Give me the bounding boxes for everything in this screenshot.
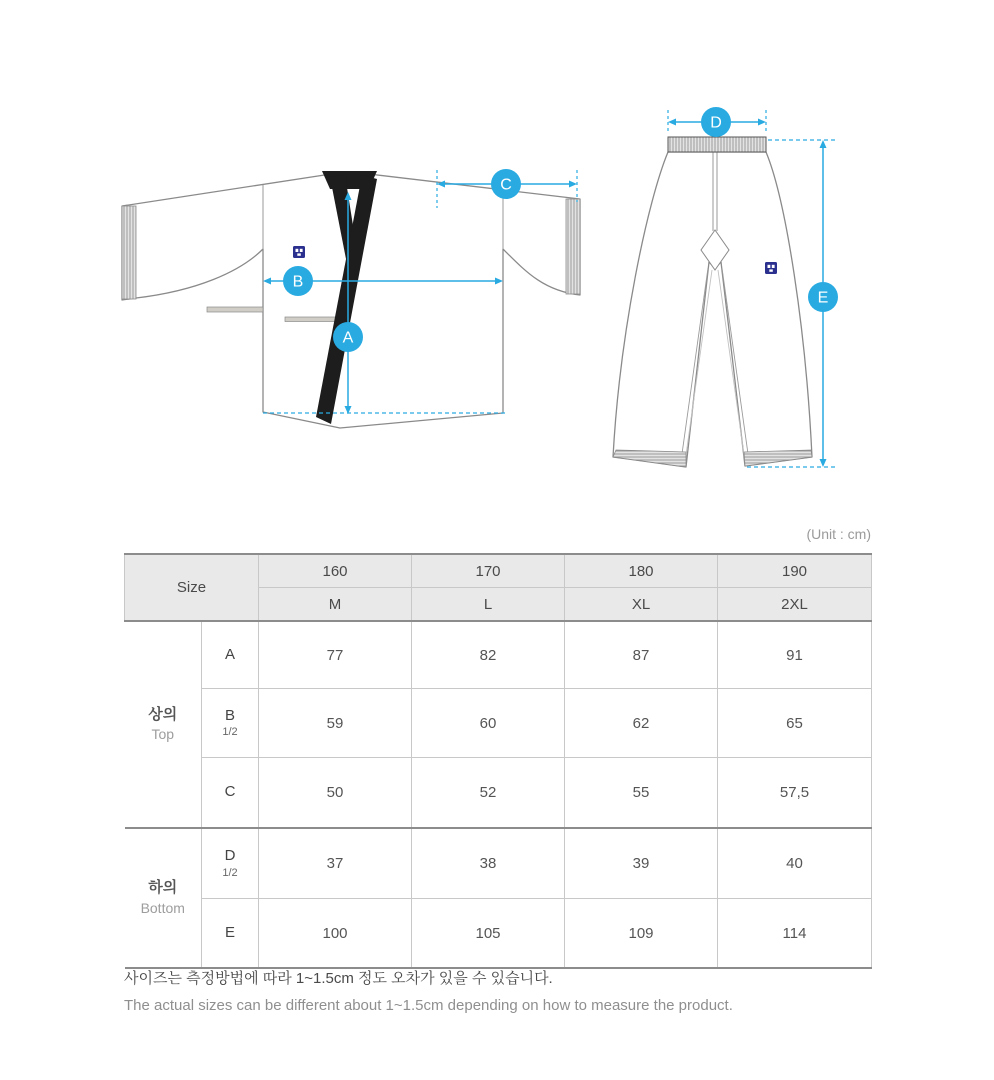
value-c-190: 57,5 (718, 758, 872, 829)
row-label-c: C (202, 758, 259, 829)
value-a-160: 77 (259, 621, 412, 689)
note-korean: 사이즈는 측정방법에 따라 1~1.5cm 정도 오차가 있을 수 있습니다. (124, 970, 553, 987)
value-a-190: 91 (718, 621, 872, 689)
value-d-190: 40 (718, 828, 872, 899)
table-row-c (125, 758, 872, 829)
row-label-d: D 1/2 (202, 828, 259, 899)
height-column-170: 170 (412, 554, 565, 588)
svg-text:B: B (292, 273, 304, 291)
value-e-160: 100 (259, 899, 412, 969)
row-label-a: A (202, 621, 259, 689)
value-c-170: 52 (412, 758, 565, 829)
value-e-190: 114 (718, 899, 872, 969)
svg-text:A: A (342, 329, 354, 347)
size-column-m: M (259, 588, 412, 622)
value-c-160: 50 (259, 758, 412, 829)
value-e-170: 105 (412, 899, 565, 969)
pants-logo-icon (765, 262, 777, 274)
unit-note: (Unit : cm) (806, 526, 871, 542)
table-row-b (125, 689, 872, 758)
pants-waistband (668, 137, 766, 152)
value-a-180: 87 (565, 621, 718, 689)
measure-D (668, 107, 766, 137)
value-e-180: 109 (565, 899, 718, 969)
value-d-160: 37 (259, 828, 412, 899)
table-row-a (125, 621, 872, 689)
category-bottom-ko: 하의 (148, 879, 178, 897)
value-a-170: 82 (412, 621, 565, 689)
table-row-d (125, 828, 872, 899)
value-b-170: 60 (412, 689, 565, 758)
category-bottom (125, 828, 202, 968)
height-column-180: 180 (565, 554, 718, 588)
svg-text:E: E (817, 289, 829, 307)
row-label-b: B 1/2 (202, 689, 259, 758)
jacket-logo-icon (293, 246, 305, 258)
footer-notes (124, 965, 884, 1019)
pants-left-cuff (613, 450, 686, 467)
note-english: The actual sizes can be different about 1~1.5cm depending on how to measure the product. (124, 997, 733, 1014)
value-b-160: 59 (259, 689, 412, 758)
value-b-190: 65 (718, 689, 872, 758)
pants-diagram (613, 107, 838, 467)
pants-right-cuff (744, 450, 812, 466)
size-column-2xl: 2XL (718, 588, 872, 622)
size-column-l: L (412, 588, 565, 622)
row-label-e: E (202, 899, 259, 969)
svg-text:C: C (500, 176, 512, 194)
value-c-180: 55 (565, 758, 718, 829)
jacket-tie-left (207, 307, 263, 312)
svg-text:D: D (710, 114, 722, 132)
height-column-190: 190 (718, 554, 872, 588)
height-column-160: 160 (259, 554, 412, 588)
value-d-180: 39 (565, 828, 718, 899)
size-column-xl: XL (565, 588, 718, 622)
value-b-180: 62 (565, 689, 718, 758)
category-top (125, 621, 202, 828)
garment-diagram (0, 0, 994, 530)
jacket-diagram (122, 169, 580, 428)
jacket-tie-front (285, 317, 337, 322)
size-header-cell: Size (125, 554, 259, 621)
jacket-left-cuff (122, 206, 136, 299)
category-bottom-en: Bottom (140, 899, 185, 916)
category-top-ko: 상의 (148, 705, 178, 723)
table-row-e (125, 899, 872, 969)
value-d-170: 38 (412, 828, 565, 899)
category-top-en: Top (151, 726, 175, 743)
size-table (124, 553, 872, 969)
jacket-right-cuff (566, 199, 580, 294)
